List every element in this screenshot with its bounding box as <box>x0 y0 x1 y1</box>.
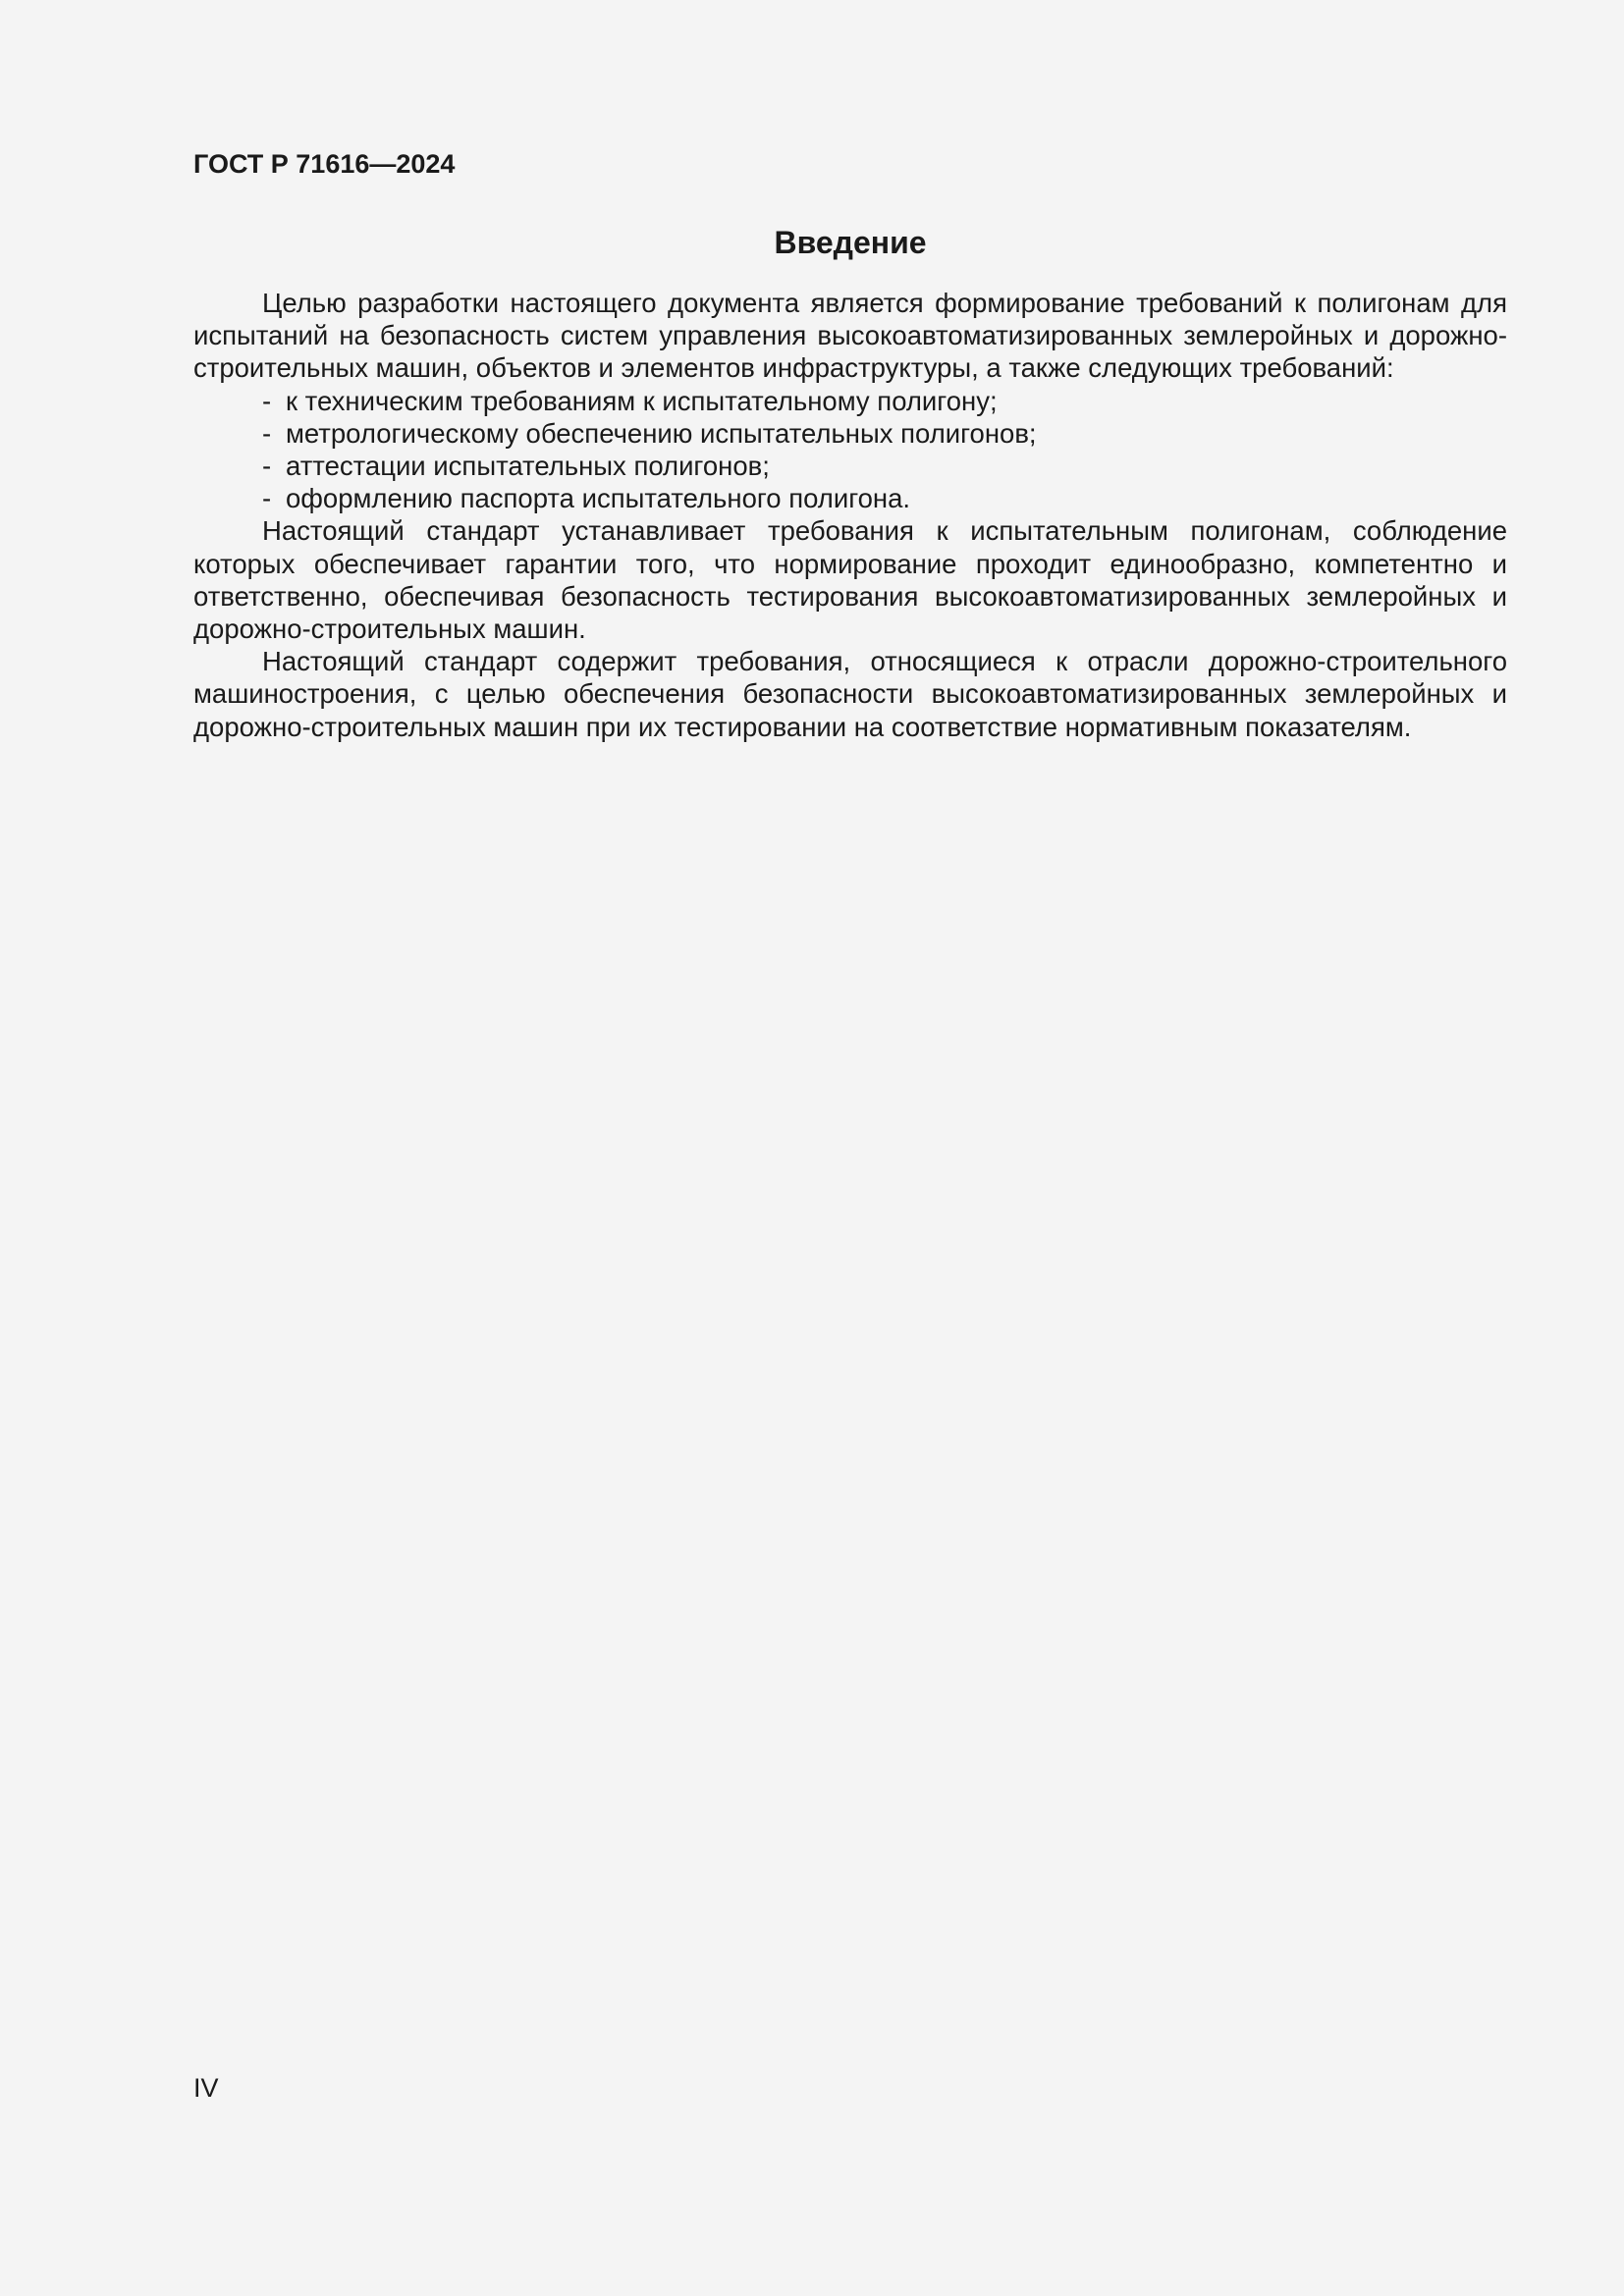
list-marker: - <box>262 451 272 482</box>
scope-paragraph: Настоящий стандарт устанавливает требования к испытательным полигонам, соблюдение которых обеспечивает гарантии того, что нормирование проходит единообразно, компетентно и ответственно, обеспечивая безопасность тестирования высокоавтоматизированных землеройных и дорожно-строительных машин. <box>193 515 1507 645</box>
requirements-list <box>193 385 1507 515</box>
list-item <box>193 417 1507 450</box>
list-item-text: метрологическому обеспечению испытательных полигонов; <box>286 417 1037 449</box>
document-body <box>193 287 1507 743</box>
list-marker: - <box>262 417 272 449</box>
list-item <box>193 385 1507 417</box>
list-item-text: оформлению паспорта испытательного полигона. <box>286 483 911 514</box>
document-code-header: ГОСТ Р 71616—2024 <box>193 149 456 179</box>
page-number: IV <box>193 2073 219 2103</box>
list-item-text: аттестации испытательных полигонов; <box>286 451 770 482</box>
industry-paragraph: Настоящий стандарт содержит требования, относящиеся к отрасли дорожно-строительного машиностроения, с целью обеспечения безопасности высокоавтоматизированных землеройных и дорожно-строительных машин при их тестировании на соответствие нормативным показателям. <box>193 646 1507 742</box>
list-item-text: к техническим требованиям к испытательному полигону; <box>286 385 998 416</box>
section-title: Введение <box>774 225 927 260</box>
list-marker: - <box>262 385 272 416</box>
list-item <box>193 450 1507 482</box>
list-marker: - <box>262 483 272 514</box>
intro-paragraph: Целью разработки настоящего документа является формирование требований к полигонам для испытаний на безопасность систем управления высокоавтоматизированных землеройных и дорожно-строительных машин, объектов и элементов инфраструктуры, а также следующих требований: <box>193 288 1507 384</box>
list-item <box>193 482 1507 514</box>
